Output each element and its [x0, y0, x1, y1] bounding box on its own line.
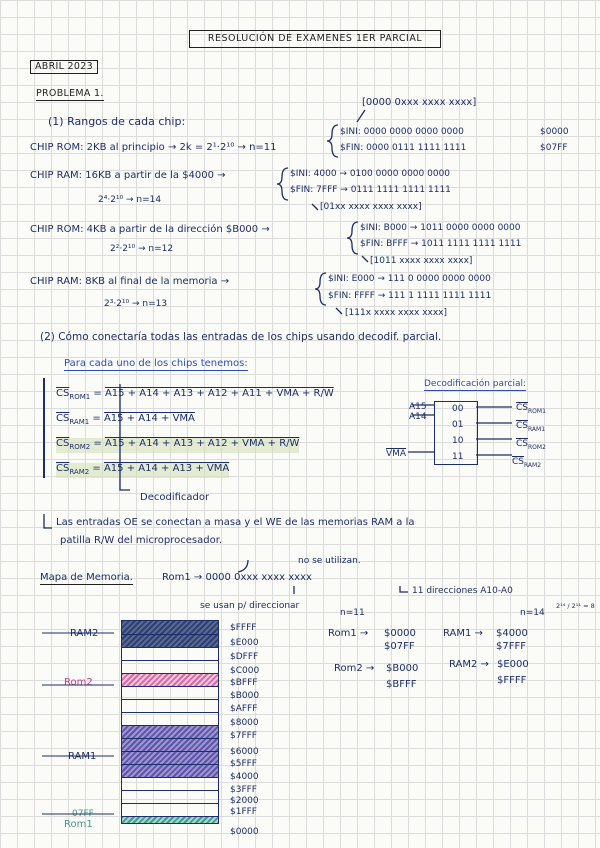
- rom2-range: [1011 xxxx xxxx xxxx]: [370, 256, 473, 266]
- n14: n=14: [520, 608, 545, 618]
- rom1-line: CHIP ROM: 2KB al principio → 2k = 2¹·2¹⁰ → n=11: [30, 142, 277, 153]
- block-rom1-b: $07FF: [384, 641, 415, 652]
- decoder-label: Decodificador: [140, 492, 210, 503]
- map-label: $BFFF: [230, 678, 258, 688]
- map-label: $0000: [230, 827, 259, 837]
- map-label: $8000: [230, 718, 259, 728]
- problem-heading: PROBLEMA 1.: [36, 88, 104, 99]
- block-ram2-b: $FFFF: [497, 675, 527, 686]
- cs-sub: RAM2: [524, 461, 542, 469]
- part2-intro: Para cada uno de los chips tenemos:: [64, 358, 248, 369]
- cs-sub: RAM1: [528, 425, 546, 433]
- eq-rhs: A15 + A14 + A13 + A12 + VMA + R/W: [104, 438, 300, 449]
- eq-rom1: $\overline{CS}_{ROM1} = A15 + A14 + A13 + A12 + A11$ + VMA + R/W: [56, 388, 334, 401]
- cs-label: $\overline{CS}$: [56, 438, 70, 449]
- ram2-sub: 2³·2¹⁰ → n=13: [104, 299, 168, 309]
- decoder-vma: $\overline{VMA}$: [386, 449, 407, 459]
- side-label-rom1-top: 07FF: [72, 809, 94, 819]
- block-ram1-name: RAM1 →: [443, 628, 483, 639]
- block-rom2-a: $B000: [386, 663, 419, 674]
- cs-label: $\overline{CS}$: [516, 403, 528, 413]
- decoder-input-a15: A15: [409, 402, 427, 412]
- cs-sub: ROM2: [528, 443, 546, 451]
- side-label-rom2: Rom2: [64, 677, 93, 688]
- cs-label: $\overline{CS}$: [516, 421, 528, 431]
- ram1-line: CHIP RAM: 16KB a partir de la $4000 →: [30, 170, 226, 181]
- rom1-fin: $FIN: 0000 0111 1111 1111: [340, 143, 467, 153]
- map-label: $E000: [230, 638, 259, 648]
- map-label: $3FFF: [230, 785, 257, 795]
- eq-rhs: A15 + A14 + A13 + VMA: [103, 463, 230, 474]
- rom2-sub: 2²·2¹⁰ → n=12: [110, 244, 174, 254]
- page-title: RESOLUCIÓN DE EXAMENES 1ER PARCIAL: [189, 30, 441, 48]
- block-rom2-b: $BFFF: [386, 679, 417, 690]
- map-label: $6000: [230, 747, 259, 757]
- side-label-ram2: RAM2: [70, 628, 99, 639]
- part3-heading: Mapa de Memoria.: [40, 572, 133, 583]
- ram2-line: CHIP RAM: 8KB al final de la memoria →: [30, 276, 230, 287]
- brace-rom1: [327, 125, 338, 157]
- brace-ram2: [315, 273, 326, 305]
- rom1-ini-hex: $0000: [540, 127, 569, 137]
- map-label: $1FFF: [230, 807, 257, 817]
- block-ram2-name: RAM2 →: [449, 659, 489, 670]
- decoder-bracket: [120, 384, 130, 490]
- decoder-outputs: [476, 407, 512, 455]
- decoder-out-code: 10: [452, 436, 464, 446]
- addr-brackets: [294, 586, 408, 594]
- frac: 2¹⁴ / 2¹¹ = 8: [556, 602, 595, 610]
- cs-sub: ROM1: [528, 407, 546, 415]
- brace-rom2: [347, 222, 358, 254]
- cs-label: $\overline{CS}$: [516, 439, 528, 449]
- eq-ram1: $\overline{CS}_{RAM1} = A15 + A14$ + VMA: [56, 413, 195, 426]
- ram1-range: [01xx xxxx xxxx xxxx]: [320, 202, 422, 212]
- note-used: se usan p/ direccionar: [200, 601, 300, 611]
- block-rom1-a: $0000: [384, 628, 416, 639]
- map-label: $7FFF: [230, 731, 257, 741]
- block-ram2-a: $E000: [497, 659, 529, 670]
- cs-label: $\overline{CS}$: [56, 463, 70, 474]
- decoder-inputs: [408, 405, 434, 452]
- map-label: $AFFF: [230, 704, 258, 714]
- ram1-ini: $INI: 4000 → 0100 0000 0000 0000: [290, 169, 451, 179]
- decoder-input-a14: A14: [409, 412, 427, 422]
- n11: n=11: [340, 608, 365, 618]
- decoder-title: Decodificación parcial:: [424, 379, 527, 389]
- cs-label: $\overline{CS}$: [512, 457, 524, 467]
- rom2-line: CHIP ROM: 4KB a partir de la dirección $B000 →: [30, 224, 270, 235]
- ram2-range: [111x xxxx xxxx xxxx]: [345, 308, 448, 318]
- note-no-util: no se utilizan.: [298, 556, 361, 566]
- no-util-arrow: [238, 560, 248, 572]
- cs-label: $\overline{CS}$: [56, 388, 70, 399]
- cs-sub: ROM1: [69, 393, 91, 401]
- note-line-1: Las entradas OE se conectan a masa y el WE de las memorias RAM a la: [56, 517, 415, 528]
- range-arrow: [357, 110, 365, 122]
- ram2-ini: $INI: E000 → 111 0 0000 0000 0000: [328, 274, 491, 284]
- part2-heading: (2) Cómo conectaría todas las entradas de los chips usando decodif. parcial.: [40, 331, 442, 343]
- map-label: $B000: [230, 691, 260, 701]
- block-rom2-name: Rom2 →: [334, 663, 375, 674]
- cs-sub: RAM2: [69, 468, 90, 476]
- map-label: $C000: [230, 666, 260, 676]
- decoder-out-code: 00: [452, 404, 464, 414]
- decoder-out-code: 11: [452, 452, 464, 462]
- ram1-sub: 2⁴·2¹⁰ → n=14: [98, 195, 162, 205]
- rom1-address: Rom1 → 0000 0xxx xxxx xxxx: [162, 572, 312, 583]
- note-eleven: 11 direcciones A10-A0: [412, 586, 513, 596]
- range-arrow: [362, 256, 368, 262]
- note-line-2: patilla R/W del microprocesador.: [60, 535, 223, 546]
- cs-sub: RAM1: [69, 418, 90, 426]
- map-label: $4000: [230, 772, 259, 782]
- block-rom1-name: Rom1 →: [328, 628, 369, 639]
- side-label-ram1: RAM1: [68, 751, 97, 762]
- block-ram1-b: $7FFF: [496, 641, 526, 652]
- brace-ram1: [277, 168, 288, 200]
- range-arrow: [336, 308, 342, 314]
- side-label-rom1: Rom1: [64, 819, 93, 830]
- side-leader: [42, 633, 114, 814]
- map-label: $5FFF: [230, 759, 257, 769]
- decoder-out-code: 01: [452, 420, 464, 430]
- eq-rom2: $\overline{CS}_{ROM2} = A15 + A14 + A13 + A12$ + VMA + R/W: [56, 438, 300, 451]
- range-arrow: [312, 204, 318, 210]
- cs-label: $\overline{CS}$: [56, 413, 70, 424]
- date-box: ABRIL 2023: [30, 60, 98, 74]
- rom1-ini: $INI: 0000 0000 0000 0000: [340, 127, 464, 137]
- eq-rhs: A15 + A14 + A13 + A12 + A11 + VMA + R/W: [104, 388, 334, 399]
- map-label: $FFFF: [230, 623, 257, 633]
- map-label: $DFFF: [230, 652, 259, 662]
- ram2-fin: $FIN: FFFF → 111 1 1111 1111 1111: [328, 291, 492, 301]
- part1-heading: (1) Rangos de cada chip:: [48, 115, 186, 128]
- rom1-range-top: [0000 0xxx xxxx xxxx]: [362, 97, 477, 108]
- block-ram1-a: $4000: [496, 628, 528, 639]
- note-bracket: [44, 514, 52, 528]
- eq-ram2: $\overline{CS}_{RAM2} = A15 + A14 + A13$ + VMA: [56, 463, 230, 476]
- ram1-fin: $FIN: 7FFF → 0111 1111 1111 1111: [290, 185, 451, 195]
- rom2-ini: $INI: B000 → 1011 0000 0000 0000: [360, 223, 521, 233]
- cs-sub: ROM2: [69, 443, 91, 451]
- rom2-fin: $FIN: BFFF → 1011 1111 1111 1111: [360, 239, 522, 249]
- rom1-fin-hex: $07FF: [540, 143, 568, 153]
- eq-rhs: A15 + A14 + VMA: [103, 413, 195, 424]
- map-label: $2000: [230, 796, 259, 806]
